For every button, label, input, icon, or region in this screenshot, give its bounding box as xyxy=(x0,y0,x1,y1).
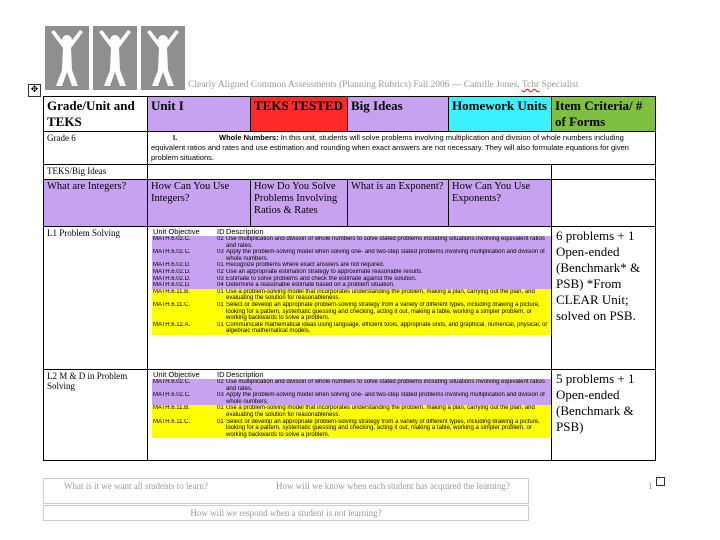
header-row xyxy=(44,97,656,132)
questions-row xyxy=(44,180,656,227)
table-move-handle-icon[interactable]: ✥ xyxy=(28,84,41,97)
objective-code: MATH.6.02.C. xyxy=(152,236,216,249)
objective-desc: Use an appropriate estimation strategy to approximate reasonable results. xyxy=(225,269,551,276)
section-l2-criteria: 5 problems + 1 Open-ended (Benchmark & PSB) xyxy=(552,370,656,461)
objective-code: MATH.6.02.D. xyxy=(152,276,216,283)
objective-code: MATH.6.12.A. xyxy=(152,322,216,335)
objective-header-id: ID xyxy=(217,227,225,236)
objective-id: 01 xyxy=(216,322,225,335)
objective-code: MATH.6.02.D. xyxy=(152,269,216,276)
objective-code: MATH.6.11.B. xyxy=(152,405,216,418)
objective-id: 02 xyxy=(216,236,225,249)
objective-desc: Apply the problem-solving model when solving one- and two-step stated problems involving multiplication and division of whole numbers. xyxy=(225,392,551,405)
objective-desc: Determine a reasonable estimate based on a problem situation. xyxy=(225,282,551,289)
section-l1-row xyxy=(44,227,656,370)
objective-id: 01 xyxy=(216,302,225,322)
objective-row xyxy=(152,302,551,322)
question-integers: What are Integers? xyxy=(44,180,148,227)
header-teks-tested: TEKS TESTED xyxy=(251,97,348,132)
question-use-integers: How Can You Use Integers? xyxy=(148,180,251,227)
questions-empty xyxy=(552,180,656,227)
logo-figures-icon xyxy=(45,26,185,90)
teks-big-ideas-empty xyxy=(148,165,552,180)
objective-code: MATH.6.02.C. xyxy=(152,392,216,405)
question-use-exponents: How Can You Use Exponents? xyxy=(449,180,552,227)
teks-big-ideas-label: TEKS/Big Ideas xyxy=(44,165,148,180)
header-caption-tchr: Tchr xyxy=(521,80,540,90)
header-caption-end: Specialist xyxy=(541,80,579,90)
header-homework-units: Homework Units xyxy=(449,97,552,132)
objective-desc: Use a problem-solving model that incorporates understanding the problem, making a plan, carrying out the plan, and evaluating the solution for reasonableness. xyxy=(225,289,551,302)
footer-questions-top xyxy=(43,478,529,504)
unit-description-cell xyxy=(148,132,656,165)
section-l1-objectives xyxy=(148,227,552,370)
objective-row xyxy=(152,392,551,405)
logo-figure-3 xyxy=(141,26,185,90)
objective-code: MATH.6.02.D. xyxy=(152,282,216,289)
objective-table-l1 xyxy=(152,227,551,335)
section-l2-label: L2 M & D in Problem Solving xyxy=(44,370,148,461)
objective-code: MATH.6.11.B. xyxy=(152,289,216,302)
page-number: 1 xyxy=(648,481,653,491)
objective-row xyxy=(152,249,551,262)
objective-id: 03 xyxy=(216,392,225,405)
objective-row xyxy=(152,262,551,269)
objective-id: 01 xyxy=(216,289,225,302)
objective-desc: Estimate to solve problems and check the estimate against the solution. xyxy=(225,276,551,283)
header-item-criteria: Item Criteria/ # of Forms xyxy=(552,97,656,132)
objective-desc: Apply the problem-solving model when solving one- and two-step stated problems involving multiplication and division of whole numbers. xyxy=(225,249,551,262)
header-caption xyxy=(188,80,579,90)
objective-row xyxy=(152,405,551,418)
logo-figure-2 xyxy=(93,26,137,90)
question-ratios-rates: How Do You Solve Problems Involving Ratios & Rates xyxy=(251,180,348,227)
objective-header-id: ID xyxy=(217,370,225,379)
teks-big-ideas-empty-right xyxy=(552,165,656,180)
planning-rubric-table xyxy=(43,96,656,461)
objective-code: MATH.6.02.C. xyxy=(152,379,216,392)
objective-id: 04 xyxy=(217,282,224,289)
header-grade-unit: Grade/Unit and TEKS xyxy=(44,97,148,132)
section-l2-row xyxy=(44,370,656,461)
objective-desc: Use a problem-solving model that incorporates understanding the problem, making a plan, carrying out the plan, and evaluating the solution for reasonableness. xyxy=(225,405,551,418)
objective-row xyxy=(152,289,551,302)
objective-id: 02 xyxy=(216,379,225,392)
objective-code: MATH.6.02.C. xyxy=(152,249,216,262)
objective-header-desc: Description xyxy=(225,370,551,379)
objective-table-l2 xyxy=(152,370,551,438)
objective-id: 01 xyxy=(216,405,225,418)
objective-row xyxy=(152,419,551,439)
objective-id: 02 xyxy=(217,268,224,275)
footer-q1: What is it we want all students to learn? xyxy=(64,481,208,491)
objective-header-row xyxy=(152,227,551,236)
table-resize-handle-icon[interactable] xyxy=(656,477,665,486)
question-exponent: What is an Exponent? xyxy=(348,180,449,227)
objective-id: 03 xyxy=(217,275,224,282)
unit-number: I. xyxy=(173,133,178,142)
unit-description-row xyxy=(44,132,656,165)
objective-header-unit: Unit Objective xyxy=(152,370,216,379)
logo-figure-1 xyxy=(45,26,89,90)
grade-cell: Grade 6 xyxy=(44,132,148,165)
section-l2-objectives xyxy=(148,370,552,461)
objective-desc: Select or develop an appropriate problem-solving strategy from a variety of different types, including drawing a picture, looking for a pattern, systematic guessing and checking, acting it out, making a table, working a simpler problem, or working backwards to solve a problem. xyxy=(225,419,551,439)
footer-q3: How will we respond when a student is not learning? xyxy=(43,505,529,521)
header-big-ideas: Big Ideas xyxy=(348,97,449,132)
objective-desc: Communicate mathematical ideas using language, efficient tools, appropriate units, and graphical, numerical, physical, or algebraic mathematical models. xyxy=(225,322,551,335)
objective-code: MATH.6.11.C. xyxy=(152,302,216,322)
section-l1-label: L1 Problem Solving xyxy=(44,227,148,370)
objective-row xyxy=(152,379,551,392)
objective-row xyxy=(152,276,551,283)
objective-desc: Recognize problems where exact answers are not required. xyxy=(225,262,551,269)
objective-desc: Select or develop an appropriate problem-solving strategy from a variety of different types, including drawing a picture, looking for a pattern, systematic guessing and checking, acting it out, making a table, working a simpler problem, or working backwards to solve a problem. xyxy=(225,302,551,322)
header-unit: Unit I xyxy=(148,97,251,132)
objective-id: 01 xyxy=(216,419,225,439)
teks-big-ideas-row xyxy=(44,165,656,180)
objective-row xyxy=(152,236,551,249)
objective-header-unit: Unit Objective xyxy=(152,227,216,236)
objective-id: 01 xyxy=(217,262,224,269)
objective-code: MATH.6.02.D. xyxy=(152,262,216,269)
objective-header-desc: Description xyxy=(225,227,551,236)
footer-q2: How will we know when each student has acquired the learning? xyxy=(276,481,510,491)
objective-row xyxy=(152,282,551,289)
unit-title: Whole Numbers: xyxy=(219,133,279,142)
objective-desc: Use multiplication and division of whole numbers to solve stated problems including situations involving equivalent ratios and rates. xyxy=(225,236,551,249)
unit-description: In this unit, students will solve problems involving multiplication and division of whole numbers including equivalent ratios and rates and use estimation and rounding when exact answers are not necessary. They will also formulate equations for given problem situations. xyxy=(151,133,629,162)
objective-row xyxy=(152,269,551,276)
section-l1-criteria: 6 problems + 1 Open-ended (Benchmark* & PSB) *From CLEAR Unit; solved on PSB. xyxy=(552,227,656,370)
objective-desc: Use multiplication and division of whole numbers to solve stated problems including situations involving equivalent ratios and rates. xyxy=(225,379,551,392)
objective-header-row xyxy=(152,370,551,379)
objective-code: MATH.6.11.C. xyxy=(152,419,216,439)
header-caption-main: Clearly Aligned Common Assessments (Planning Rubrics) Fall 2006 --- Camille Jones, xyxy=(188,80,520,90)
objective-id: 03 xyxy=(216,249,225,262)
objective-row xyxy=(152,322,551,335)
